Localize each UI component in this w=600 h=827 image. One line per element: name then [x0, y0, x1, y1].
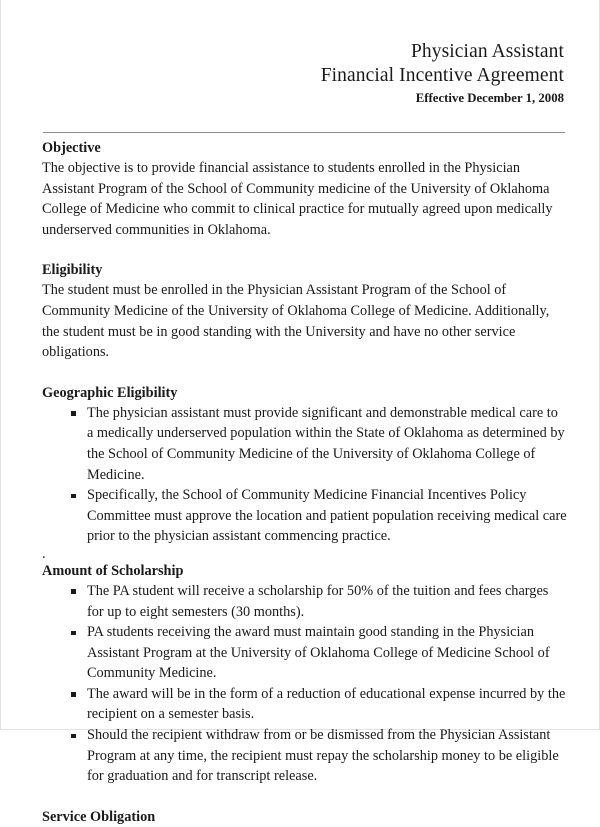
list-item-text: The PA student will receive a scholarship for 50% of the tuition and fees charges for up to eight semesters (30 months). — [87, 582, 549, 620]
square-bullet-icon — [71, 734, 76, 739]
section-heading-eligibility: Eligibility — [42, 262, 103, 279]
section-heading-service-obligation: Service Obligation — [42, 808, 156, 825]
section-amount-of-scholarship — [42, 561, 567, 787]
section-objective — [42, 138, 567, 240]
effective-date: Effective December 1, 2008 — [415, 91, 564, 105]
page-title-line-2: Financial Incentive Agreement — [320, 65, 564, 86]
list-item — [42, 725, 567, 787]
list-item-text: Specifically, the School of Community Medicine Financial Incentives Policy Committee must approve the location and patient population receiving medical care prior to the physician assistant commencing practice. — [87, 487, 567, 545]
list-item-text: The award will be in the form of a reduction of educational expense incurred by the recipient on a semester basis. — [87, 685, 566, 723]
section-heading-amount-of-scholarship: Amount of Scholarship — [42, 562, 184, 579]
section-eligibility — [42, 260, 567, 362]
square-bullet-icon — [71, 494, 76, 499]
square-bullet-icon — [71, 411, 76, 416]
header-divider — [43, 132, 565, 133]
square-bullet-icon — [71, 692, 76, 697]
section-geographic-eligibility — [42, 383, 567, 547]
section-paragraph-eligibility: The student must be enrolled in the Physician Assistant Program of the School of Community Medicine of the University of Oklahoma College of Medicine. Additionally, the student must be in good standing with the University and have no other service obligations. — [42, 282, 550, 361]
section-spacer — [42, 363, 567, 383]
section-heading-geographic-eligibility: Geographic Eligibility — [42, 384, 178, 401]
section-paragraph-objective: The objective is to provide financial assistance to students enrolled in the Physician Assistant Program of the School of Community medicine of the University of Oklahoma College of Medicine who commit to clinical practice for mutually agreed upon medically underserved communities in Oklahoma. — [42, 160, 553, 238]
list-item-text: PA students receiving the award must maintain good standing in the Physician Assistant Program at the University of Oklahoma College of Medicine School of Community Medicine. — [87, 624, 550, 682]
list-item — [42, 403, 567, 485]
section-spacer — [42, 240, 567, 260]
document-body — [42, 138, 567, 827]
section-service-obligation — [42, 807, 567, 827]
list-item-text: Should the recipient withdraw from or be dismissed from the Physician Assistant Program at any time, the recipient must repay the scholarship money to be eligible for graduation and for transcript release. — [87, 727, 559, 785]
list-item — [42, 622, 567, 684]
square-bullet-icon — [71, 631, 76, 636]
section-heading-objective: Objective — [42, 140, 101, 156]
bullet-list-amount-of-scholarship — [42, 581, 567, 787]
list-item-text: The physician assistant must provide significant and demonstrable medical care to a medically underserved population within the State of Oklahoma as determined by the School of Community Medicine of the University of Oklahoma College of Medicine. — [87, 404, 565, 483]
list-item — [42, 684, 567, 725]
document-title-block — [42, 40, 564, 107]
stray-period-mark: . — [42, 545, 46, 562]
list-item — [42, 581, 567, 622]
square-bullet-icon — [71, 589, 76, 594]
bullet-list-geographic-eligibility — [42, 403, 567, 547]
section-spacer — [42, 787, 567, 807]
page-title-line-1: Physician Assistant — [410, 41, 564, 62]
list-item — [42, 485, 567, 547]
